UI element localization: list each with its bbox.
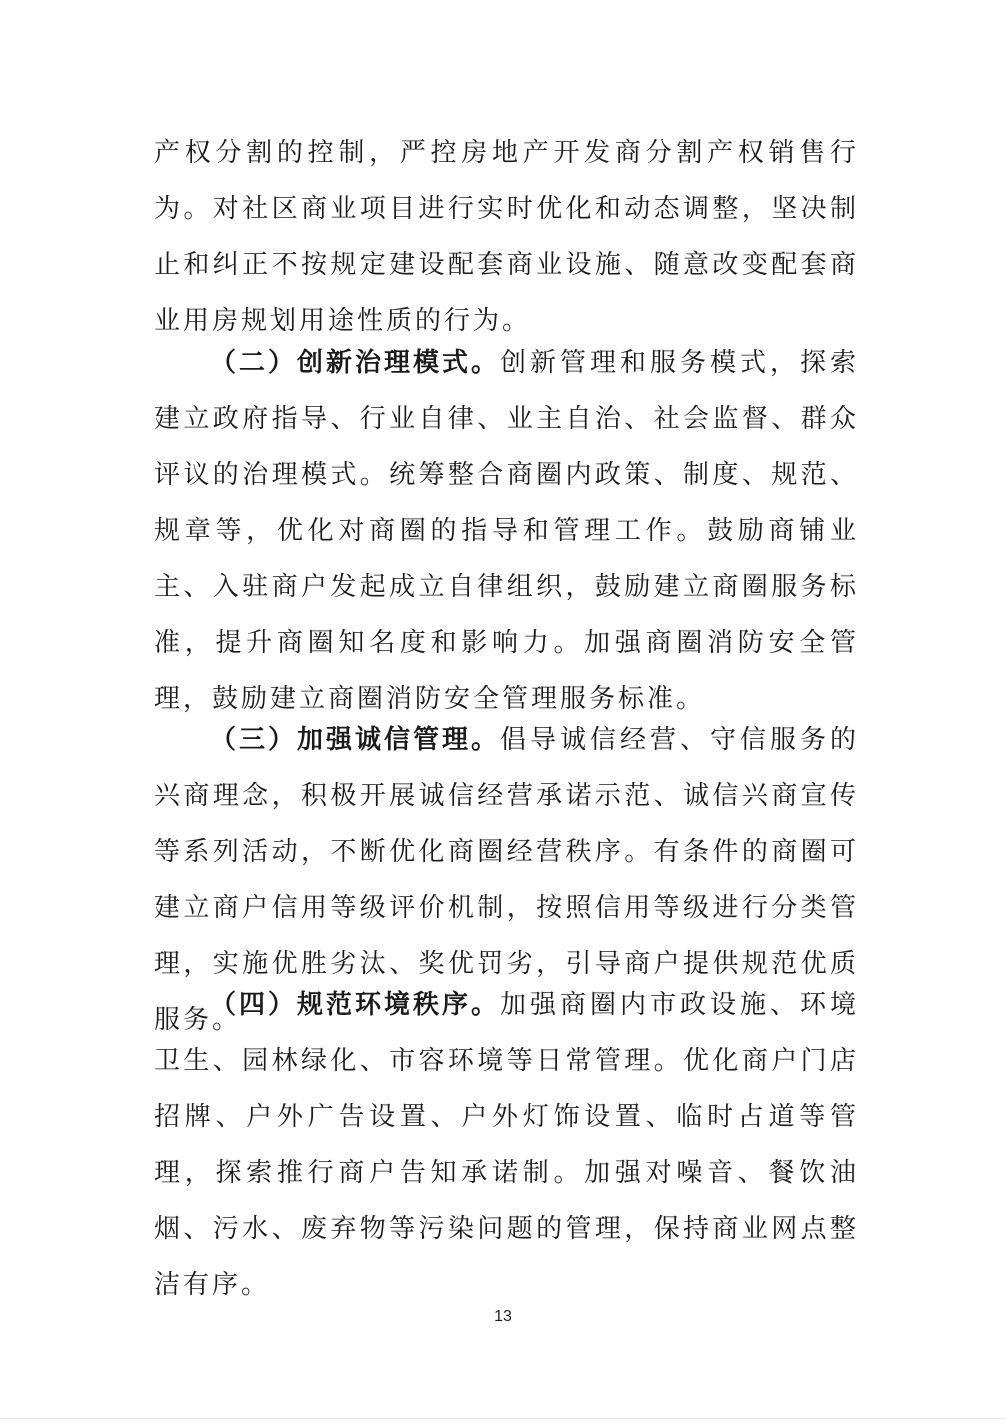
paragraph-environment-order	[154, 977, 859, 1313]
paragraph-body: 倡导诚信经营、守信服务的兴商理念，积极开展诚信经营承诺示范、诚信兴商宣传等系列活动，不断优化商圈经营秩序。有条件的商圈可建立商户信用等级评价机制，按照信用等级进行分类管理，实施优胜劣汰、奖优罚劣，引导商户提供规范优质服务。	[154, 725, 859, 1035]
page-number: 13	[494, 1308, 512, 1325]
section-heading: （四）规范环境秩序。	[210, 990, 500, 1020]
paragraph-continuation	[154, 125, 859, 349]
paragraph-body: 加强商圈内市政设施、环境卫生、园林绿化、市容环境等日常管理。优化商户门店招牌、户外广告设置、户外灯饰设置、临时占道等管理，探索推行商户告知承诺制。加强对噪音、餐饮油烟、污水、废弃物等污染问题的管理，保持商业网点整洁有序。	[154, 990, 859, 1300]
section-heading: （三）加强诚信管理。	[210, 725, 500, 755]
paragraph-innovate-governance	[154, 335, 859, 727]
page-bottom-edge	[0, 1418, 1006, 1419]
paragraph-body: 产权分割的控制，严控房地产开发商分割产权销售行为。对社区商业项目进行实时优化和动态调整，坚决制止和纠正不按规定建设配套商业设施、随意改变配套商业用房规划用途性质的行为。	[154, 138, 859, 336]
section-heading: （二）创新治理模式。	[210, 348, 500, 378]
paragraph-body: 创新管理和服务模式，探索建立政府指导、行业自律、业主自治、社会监督、群众评议的治理模式。统筹整合商圈内政策、制度、规范、规章等，优化对商圈的指导和管理工作。鼓励商铺业主、入驻商户发起成立自律组织，鼓励建立商圈服务标准，提升商圈知名度和影响力。加强商圈消防安全管理，鼓励建立商圈消防安全管理服务标准。	[154, 348, 859, 714]
